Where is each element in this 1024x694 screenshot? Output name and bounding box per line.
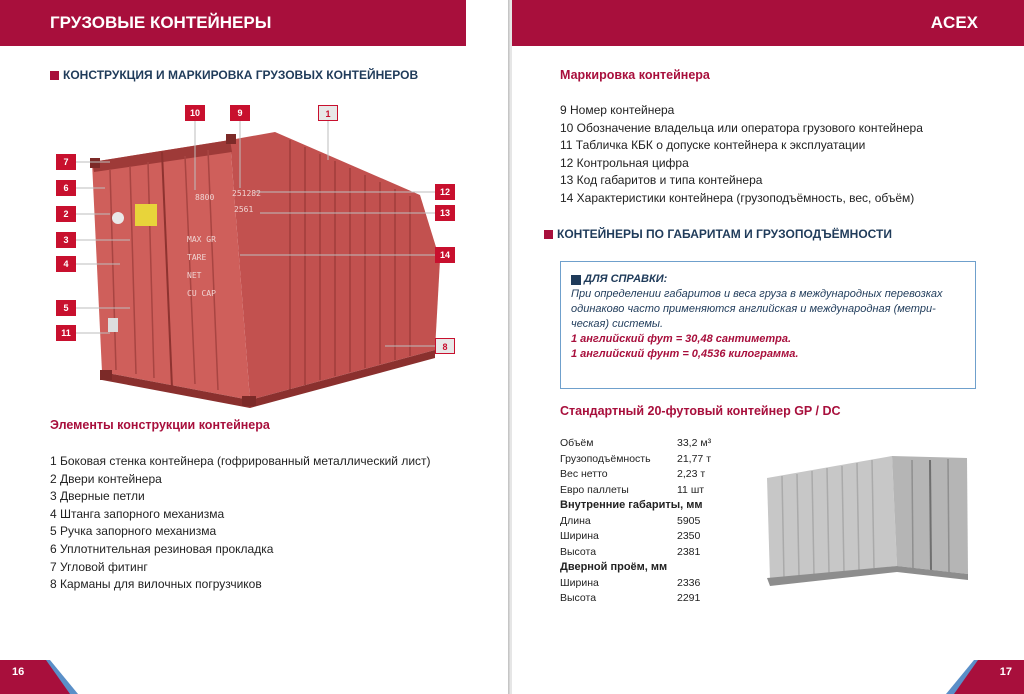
list-item: 14 Характеристики контейнера (грузоподъёмность, вес, объём)	[560, 190, 915, 205]
callout-10: 10	[185, 105, 205, 121]
shipping-container-icon	[50, 100, 470, 410]
callout-5: 5	[56, 300, 76, 316]
list-item: 9 Номер контейнера	[560, 103, 675, 117]
callout-9: 9	[230, 105, 250, 121]
construction-section-heading: КОНСТРУКЦИЯ И МАРКИРОВКА ГРУЗОВЫХ КОНТЕЙНЕРОВ	[50, 68, 418, 82]
callout-4: 4	[56, 256, 76, 272]
callout-11: 11	[56, 325, 76, 341]
callout-14: 14	[435, 247, 455, 263]
list-item: 3 Дверные петли	[50, 489, 145, 504]
right-page	[512, 0, 1024, 694]
spec-row: Вес нетто 2,23 т	[560, 468, 706, 480]
list-item: 7 Угловой фитинг	[50, 559, 148, 574]
list-item: 11 Табличка КБК о допуске контейнера к эксплуатации	[560, 138, 866, 153]
page-number-right: 17	[999, 666, 1012, 678]
svg-text:CU CAP: CU CAP	[187, 289, 216, 298]
marking-list	[560, 102, 923, 208]
note-pound-conversion: 1 английский фунт = 0,4536 килограмма.	[571, 348, 799, 360]
list-item: 6 Уплотнительная резиновая прокладка	[50, 541, 274, 556]
spec-row: Высота 2381	[560, 545, 701, 558]
spec-row: Ширина 2350	[560, 530, 701, 542]
elements-title: Элементы конструкции контейнера	[50, 418, 270, 432]
callout-3: 3	[56, 232, 76, 248]
marking-title: Маркировка контейнера	[560, 68, 710, 82]
note-square-icon	[571, 275, 581, 285]
footer-ribbon-right	[944, 660, 1024, 694]
callout-13: 13	[435, 205, 455, 221]
container-illustration	[50, 100, 470, 410]
svg-text:2561: 2561	[234, 205, 254, 214]
callout-12: 12	[435, 184, 455, 200]
spec-row: Объём 33,2 м³	[560, 437, 712, 449]
right-header: ACEX	[512, 0, 1024, 46]
elements-list	[50, 453, 431, 594]
spec-row: Ширина 2336	[560, 576, 701, 589]
note-foot-conversion: 1 английский фут = 30,48 сантиметра.	[571, 333, 792, 345]
callout-7: 7	[56, 154, 76, 170]
list-item: 8 Карманы для вилочных погрузчиков	[50, 577, 262, 592]
standard-container-title: Стандартный 20-футовый контейнер GP / DC	[560, 404, 841, 418]
dimensions-section-heading: КОНТЕЙНЕРЫ ПО ГАБАРИТАМ И ГРУЗОПОДЪЁМНОСТИ	[544, 227, 892, 241]
callout-6: 6	[56, 180, 76, 196]
list-item: 5 Ручка запорного механизма	[50, 524, 217, 539]
door-opening-heading: Дверной проём, мм	[560, 561, 668, 573]
callout-8: 8	[435, 338, 455, 354]
shipping-container-gray-icon	[762, 448, 980, 588]
list-item: 10 Обозначение владельца или оператора грузового контейнера	[560, 120, 923, 135]
svg-text:251282: 251282	[232, 189, 261, 198]
left-header: ГРУЗОВЫЕ КОНТЕЙНЕРЫ	[0, 0, 466, 46]
list-item: 2 Двери контейнера	[50, 471, 162, 486]
spec-row: Высота 2291	[560, 592, 701, 604]
svg-text:MAX GR: MAX GR	[187, 235, 216, 244]
list-item: 12 Контрольная цифра	[560, 155, 689, 170]
specs-table	[560, 436, 760, 607]
callout-2: 2	[56, 206, 76, 222]
svg-text:8800: 8800	[195, 193, 215, 202]
inner-dimensions-heading: Внутренние габариты, мм	[560, 499, 703, 511]
spec-row: Грузоподъёмность 21,77 т	[560, 452, 712, 465]
list-item: 1 Боковая стенка контейнера (гофрированный металлический лист)	[50, 454, 431, 468]
reference-note	[560, 261, 976, 389]
page-number-left: 16	[12, 666, 25, 678]
left-page	[0, 0, 510, 694]
svg-text:TARE: TARE	[187, 253, 207, 262]
svg-text:NET: NET	[187, 271, 202, 280]
callout-1: 1	[318, 105, 338, 121]
note-heading: ДЛЯ СПРАВКИ:	[571, 272, 965, 287]
spec-row: Евро паллеты 11 шт	[560, 483, 705, 496]
spec-row: Длина 5905	[560, 514, 701, 527]
list-item: 13 Код габаритов и типа контейнера	[560, 173, 763, 188]
section-square-icon	[544, 230, 553, 239]
list-item: 4 Штанга запорного механизма	[50, 506, 225, 521]
note-body: При определении габаритов и веса груза в международных перевозках одинаково часто применяются английская и международная (метри-ческая) системы.	[571, 288, 943, 330]
section-square-icon	[50, 71, 59, 80]
